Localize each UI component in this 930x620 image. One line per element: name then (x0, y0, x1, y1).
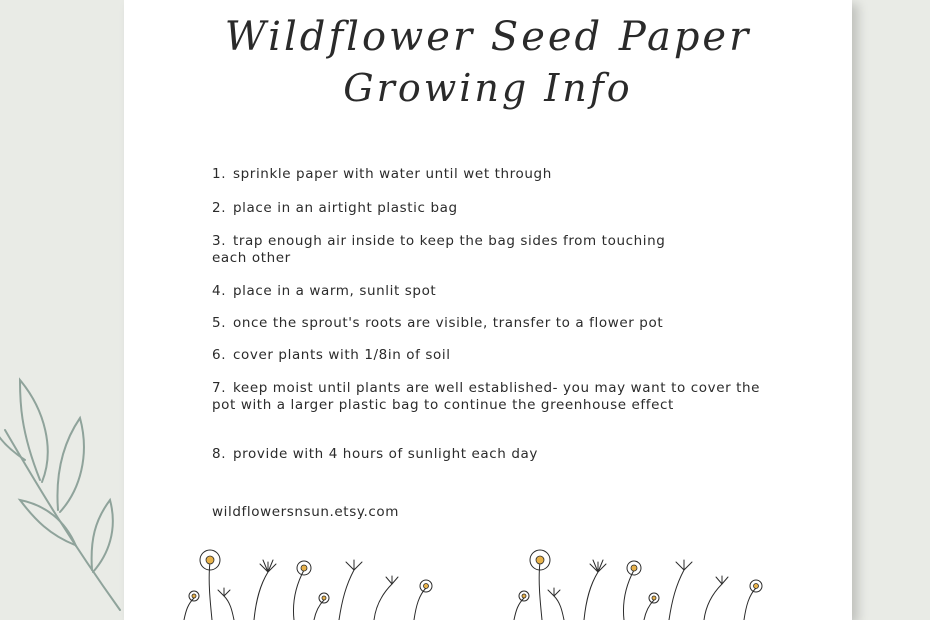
step-8 (212, 446, 812, 463)
step-text: trap enough air inside to keep the bag sides from touching each other (212, 233, 666, 266)
leaf-branch-decoration (0, 370, 140, 620)
step-number: 2. (212, 200, 227, 216)
step-text: place in an airtight plastic bag (233, 200, 458, 216)
step-number: 5. (212, 315, 227, 331)
step-1 (212, 166, 812, 183)
step-text: once the sprout's roots are visible, transfer to a flower pot (233, 315, 664, 331)
step-number: 4. (212, 283, 227, 299)
step-text: provide with 4 hours of sunlight each day (233, 446, 538, 462)
title-line-2: Growing Info (343, 66, 633, 110)
website-link[interactable]: wildflowersnsun.etsy.com (212, 504, 400, 520)
step-4 (212, 283, 812, 300)
step-7 (212, 380, 767, 414)
step-number: 6. (212, 347, 227, 363)
step-number: 3. (212, 233, 227, 249)
wildflower-border-illustration (164, 540, 812, 620)
step-6 (212, 347, 812, 364)
step-number: 1. (212, 166, 227, 182)
step-text: sprinkle paper with water until wet through (233, 166, 552, 182)
step-number: 7. (212, 380, 227, 396)
step-text: place in a warm, sunlit spot (233, 283, 437, 299)
step-number: 8. (212, 446, 227, 462)
step-2 (212, 200, 812, 217)
step-3 (212, 233, 682, 267)
step-5 (212, 315, 812, 332)
info-card (124, 0, 852, 620)
title-line-1: Wildflower Seed Paper (224, 14, 752, 60)
step-text: keep moist until plants are well established- you may want to cover the pot with a larger plastic bag to continue the greenhouse effect (212, 380, 761, 413)
step-text: cover plants with 1/8in of soil (233, 347, 451, 363)
